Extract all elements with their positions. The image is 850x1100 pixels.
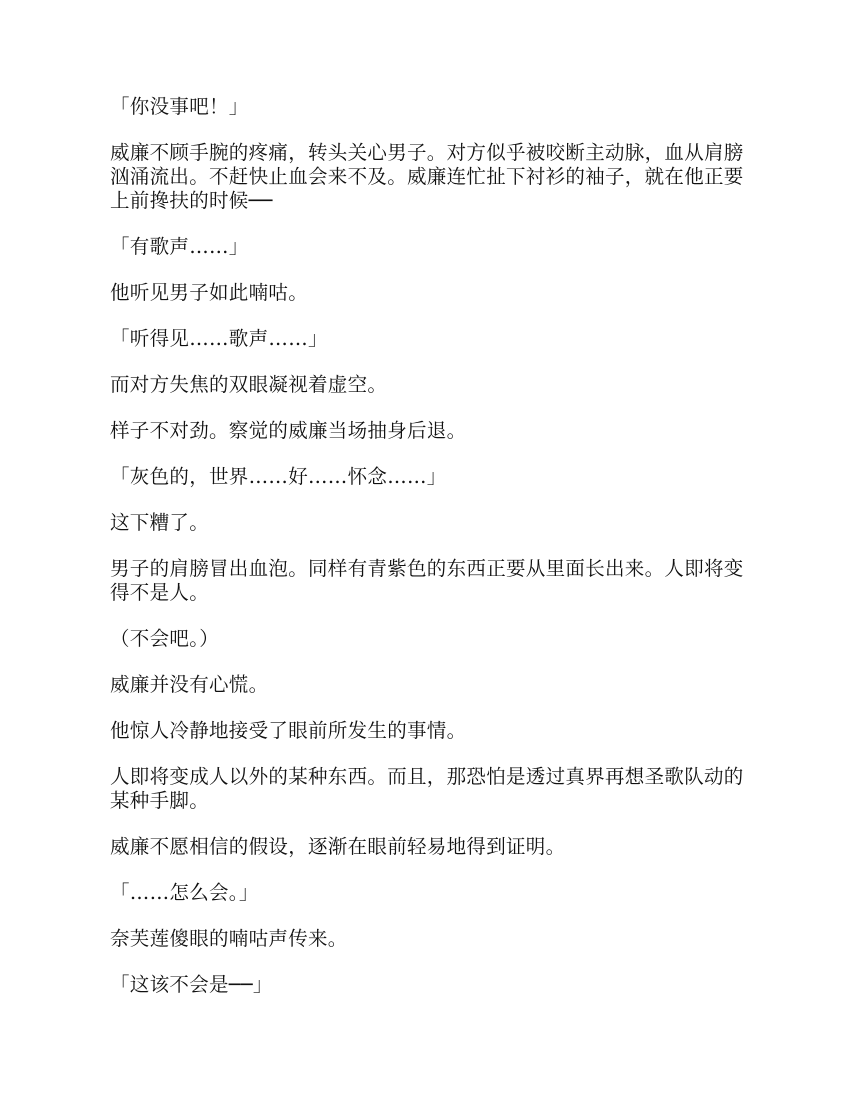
paragraph: 「这该不会是──」 — [110, 973, 273, 996]
paragraph: 「有歌声……」 — [110, 235, 249, 258]
paragraph: 而对方失焦的双眼凝视着虚空。 — [110, 373, 388, 396]
paragraph: 威廉不愿相信的假设，逐渐在眼前轻易地得到证明。 — [110, 835, 566, 858]
paragraph: 威廉不顾手腕的疼痛，转头关心男子。对方似乎被咬断主动脉，血从肩膀汹涌流出。不赶快止血会来不及。威廉连忙扯下衬衫的袖子，就在他正要上前搀扶的时候── — [110, 141, 744, 212]
paragraph: 人即将变成人以外的某种东西。而且，那恐怕是透过真界再想圣歌队动的某种手脚。 — [110, 765, 744, 812]
paragraph: （不会吧。） — [110, 627, 220, 650]
paragraph: 「听得见……歌声……」 — [110, 327, 328, 350]
paragraph: 「灰色的，世界……好……怀念……」 — [110, 465, 447, 488]
paragraph: 样子不对劲。察觉的威廉当场抽身后退。 — [110, 419, 467, 442]
paragraph: 他惊人冷静地接受了眼前所发生的事情。 — [110, 719, 467, 742]
paragraph: 这下糟了。 — [110, 511, 210, 534]
paragraph: 男子的肩膀冒出血泡。同样有青紫色的东西正要从里面长出来。人即将变得不是人。 — [110, 557, 744, 604]
paragraph: 奈芙莲傻眼的喃咕声传来。 — [110, 927, 348, 950]
paragraph: 威廉并没有心慌。 — [110, 673, 269, 696]
paragraph: 「你没事吧！」 — [110, 95, 249, 118]
paragraph: 「……怎么会。」 — [110, 881, 259, 904]
paragraph: 他听见男子如此喃咕。 — [110, 281, 309, 304]
